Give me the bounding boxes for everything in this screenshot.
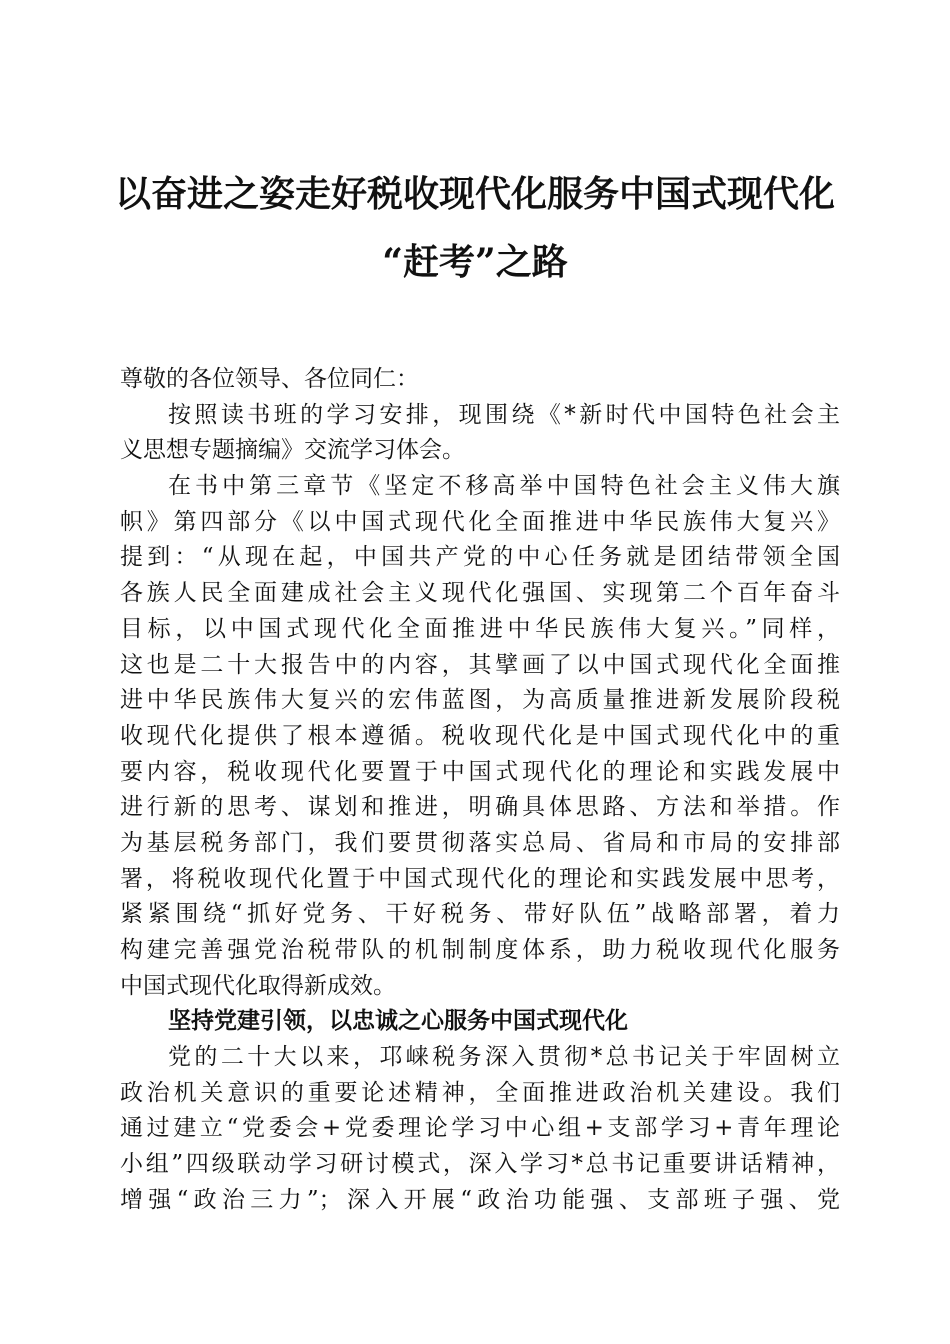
paragraph-2-line: 各族人民全面建成社会主义现代化强国、实现第二个百年奋斗 xyxy=(120,580,840,607)
paragraph-2-line: 在书中第三章节《坚定不移高举中国特色社会主义伟大旗 xyxy=(168,473,840,500)
paragraph-2-line: 帜》第四部分《以中国式现代化全面推进中华民族伟大复兴》 xyxy=(120,508,840,535)
document-title-line-2: “赶考”之路 xyxy=(382,241,568,283)
paragraph-3-line: 党的二十大以来，邛崃税务深入贯彻*总书记关于牢固树立 xyxy=(168,1044,840,1071)
paragraph-2-line: 要内容，税收现代化要置于中国式现代化的理论和实践发展中 xyxy=(120,758,840,785)
paragraph-2-line: 署，将税收现代化置于中国式现代化的理论和实践发展中思考， xyxy=(120,865,840,892)
paragraph-2-line: 紧紧围绕“抓好党务、干好税务、带好队伍”战略部署，着力 xyxy=(120,901,840,928)
paragraph-2-line: 提到：“从现在起，中国共产党的中心任务就是团结带领全国 xyxy=(120,544,840,571)
document-title-line-1: 以奋进之姿走好税收现代化服务中国式现代化 xyxy=(114,173,835,215)
paragraph-2-line: 进中华民族伟大复兴的宏伟蓝图，为高质量推进新发展阶段税 xyxy=(120,687,840,714)
paragraph-2-line: 构建完善强党治税带队的机制制度体系，助力税收现代化服务 xyxy=(120,937,840,963)
paragraph-2-line: 收现代化提供了根本遵循。税收现代化是中国式现代化中的重 xyxy=(120,722,840,749)
paragraph-1-line: 按照读书班的学习安排，现围绕《*新时代中国特色社会主 xyxy=(168,401,840,428)
paragraph-3-line: 增强“政治三力”；深入开展“政治功能强、支部班子强、党 xyxy=(120,1186,840,1213)
paragraph-3-line: 通过建立“党委会+党委理论学习中心组+支部学习+青年理论 xyxy=(120,1115,840,1142)
paragraph-3-line: 政治机关意识的重要论述精神，全面推进政治机关建设。我们 xyxy=(120,1079,840,1106)
paragraph-2-line: 这也是二十大报告中的内容，其擘画了以中国式现代化全面推 xyxy=(120,651,840,678)
paragraph-2-line: 目标，以中国式现代化全面推进中华民族伟大复兴。”同样， xyxy=(120,615,840,642)
document-body xyxy=(120,362,840,1219)
section-heading: 坚持党建引领，以忠诚之心服务中国式现代化 xyxy=(168,1008,628,1035)
paragraph-3-line: 小组”四级联动学习研讨模式，深入学习*总书记重要讲话精神， xyxy=(120,1151,840,1178)
paragraph-2-line: 为基层税务部门，我们要贯彻落实总局、省局和市局的安排部 xyxy=(120,829,840,856)
paragraph-2-line: 中国式现代化取得新成效。 xyxy=(120,972,396,999)
paragraph-2-line: 进行新的思考、谋划和推进，明确具体思路、方法和举措。作 xyxy=(120,794,840,821)
salutation: 尊敬的各位领导、各位同仁： xyxy=(120,366,419,392)
paragraph-1-line: 义思想专题摘编》交流学习体会。 xyxy=(120,437,465,464)
